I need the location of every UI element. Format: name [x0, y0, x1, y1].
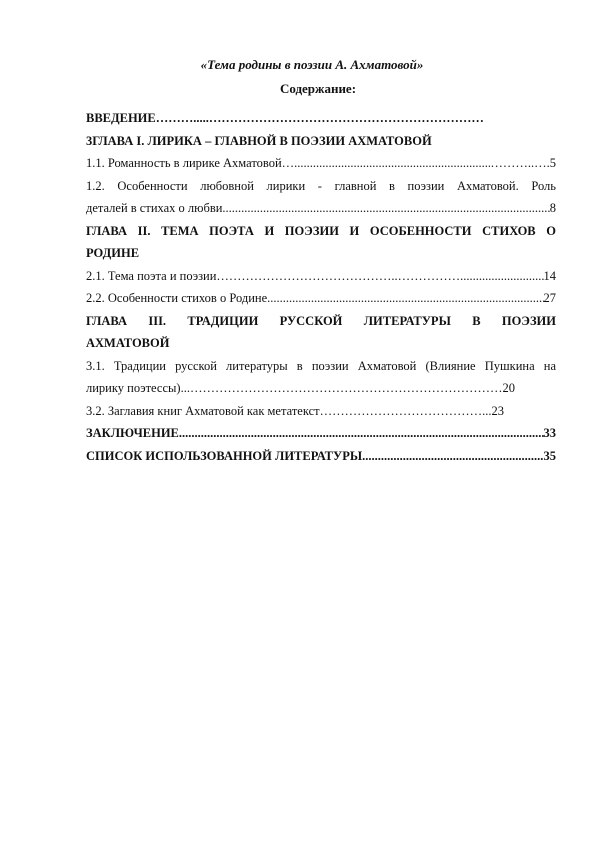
toc-section-3-1-line2: лирику поэтессы)...…………………………………………………………………20: [86, 381, 515, 395]
toc-section-2-1-page: 14: [543, 268, 556, 283]
dot-leader: [294, 152, 490, 175]
toc-chapter-1: 3ГЛАВА I. ЛИРИКА – ГЛАВНОЙ В ПОЭЗИИ АХМАТОВОЙ: [86, 133, 432, 148]
toc-bibliography-text: СПИСОК ИСПОЛЬЗОВАННОЙ ЛИТЕРАТУРЫ: [86, 448, 363, 463]
toc-section-2-2-text: 2.2. Особенности стихов о Родине: [86, 291, 268, 305]
toc-section-2-1: [86, 265, 556, 288]
toc-section-1-2-line2: [86, 197, 556, 220]
dot-leader: [179, 422, 544, 445]
toc-section-1-2-text: деталей в стихах о любви: [86, 201, 223, 215]
dot-leader: [460, 265, 543, 288]
toc-conclusion-text: ЗАКЛЮЧЕНИЕ: [86, 426, 179, 440]
toc-chapter-3-line1: ГЛАВА III. ТРАДИЦИИ РУССКОЙ ЛИТЕРАТУРЫ В ПОЭЗИИ: [86, 313, 556, 328]
toc-section-2-1-text: 2.1. Тема поэта и поэзии……………………………………..……………: [86, 268, 461, 283]
toc-section-1-1: [86, 152, 556, 175]
toc-chapter-2-line2: РОДИНЕ: [86, 246, 140, 260]
toc-section-1-1-page: ………..….5: [490, 156, 556, 170]
table-of-contents: [86, 107, 556, 467]
toc-bibliography-page: 35: [543, 448, 556, 463]
toc-conclusion: [86, 422, 556, 445]
document-title: «Тема родины в поэзии А. Ахматовой»: [200, 57, 424, 72]
toc-chapter-3-line2: АХМАТОВОЙ: [86, 336, 170, 350]
toc-section-1-2-page: 8: [549, 201, 556, 215]
toc-section-3-2: 3.2. Заглавия книг Ахматовой как метатекст…………………………………...23: [86, 403, 504, 418]
toc-section-1-1-text: 1.1. Романность в лирике Ахматовой…: [86, 156, 295, 170]
dot-leader: [267, 287, 543, 310]
toc-chapter-2-line1: ГЛАВА II. ТЕМА ПОЭТА И ПОЭЗИИ И ОСОБЕННОСТИ СТИХОВ О: [86, 223, 556, 238]
toc-section-2-2-page: 27: [543, 291, 556, 305]
toc-section-3-1-line1: 3.1. Традиции русской литературы в поэзии Ахматовой (Влияние Пушкина на: [86, 358, 556, 373]
contents-heading: Содержание:: [279, 81, 357, 96]
toc-intro: ВВЕДЕНИЕ……….....…………………………………………………………: [86, 111, 484, 125]
toc-bibliography: [86, 445, 556, 468]
toc-conclusion-page: 33: [543, 426, 556, 440]
toc-section-1-2-line1: 1.2. Особенности любовной лирики - главной в поэзии Ахматовой. Роль: [86, 178, 556, 193]
dot-leader: [222, 197, 549, 220]
toc-section-2-2: [86, 287, 556, 310]
dot-leader: [362, 445, 543, 468]
